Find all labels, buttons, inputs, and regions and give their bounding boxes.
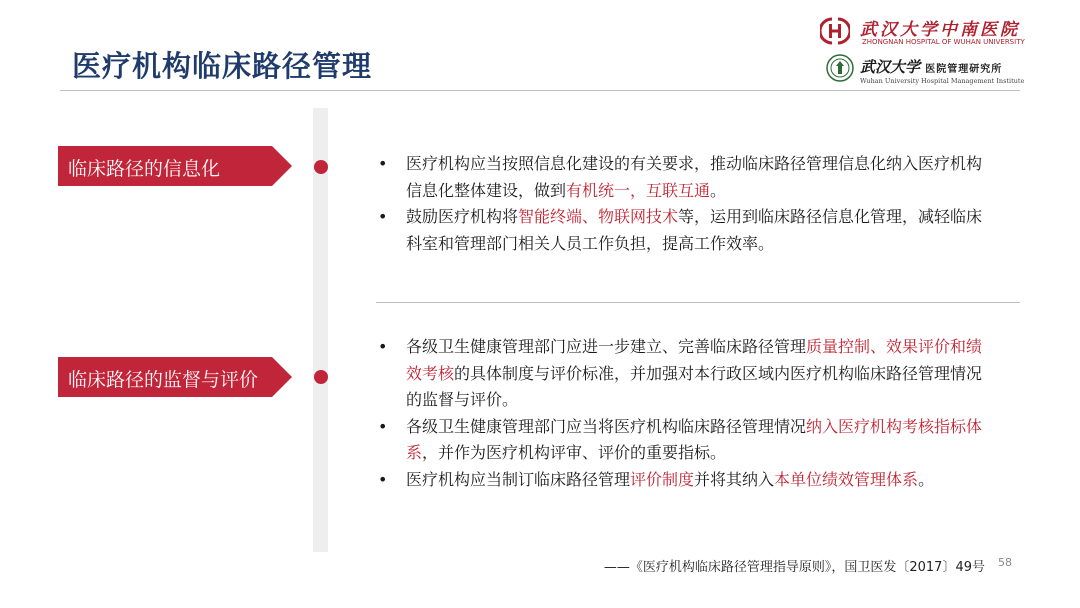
highlight-text: 本单位绩效管理体系 [774, 469, 919, 489]
source-citation: ——《医疗机构临床路径管理指导原则》，国卫医发〔2017〕49号 [603, 560, 985, 575]
bullet-text: 的具体制度与评价标准，并加强对本行政区域内医疗机构临床路径管理情况的监督与评价。 [406, 363, 983, 409]
section-tag-supervision [58, 357, 292, 397]
bullet-item [376, 204, 996, 257]
institute-name-en: Wuhan University Hospital Management Institute [860, 77, 1025, 85]
highlight-text: 评价制度 [630, 469, 695, 489]
section-tag-informatization [58, 146, 292, 186]
hospital-name-en: ZHONGNAN HOSPITAL OF WUHAN UNIVERSITY [862, 38, 1025, 46]
page-title: 医疗机构临床路径管理 [72, 49, 373, 83]
bullet-list-informatization [376, 151, 996, 257]
timeline-dot-1 [314, 160, 328, 174]
title-divider [60, 90, 1020, 91]
highlight-text: 智能终端、物联网技术 [518, 207, 679, 226]
hospital-name-cn: 武汉大学中南医院 [860, 20, 1020, 40]
bullet-marker: • [378, 416, 388, 436]
bullet-item [376, 151, 996, 204]
highlight-text: 质量控制、效果评价和绩效考核 [406, 337, 983, 383]
hospital-emblem-icon [820, 16, 850, 46]
bullet-marker: • [378, 469, 388, 489]
institute-name-cn-b: 医院管理研究所 [925, 64, 1003, 75]
institute-name-cn [860, 56, 1002, 77]
section-divider [376, 302, 1020, 303]
university-seal-icon [826, 54, 854, 82]
section-tag-label: 临床路径的信息化 [68, 158, 221, 180]
bullet-text: 。 [918, 469, 935, 489]
bullet-list-supervision [376, 334, 996, 493]
timeline-dot-2 [314, 370, 328, 384]
bullet-text: 并将其纳入 [694, 469, 775, 489]
page-number: 58 [998, 556, 1012, 569]
bullet-item [376, 467, 996, 494]
hospital-logo [820, 14, 1025, 48]
highlight-text: 纳入医疗机构考核指标体系 [406, 416, 983, 462]
bullet-text: 医疗机构应当按照信息化建设的有关要求，推动临床路径管理信息化纳入医疗机构信息化整体建设，做到 [406, 154, 983, 200]
institute-name-cn-a: 武汉大学 [860, 58, 921, 76]
bullet-text: ，并作为医疗机构评审、评价的重要指标。 [422, 443, 727, 462]
bullet-marker: • [378, 337, 388, 356]
bullet-text: 等，运用到临床路径信息化管理，减轻临床科室和管理部门相关人员工作负担，提高工作效率。 [406, 207, 983, 253]
highlight-text: 有机统一，互联互通 [566, 180, 711, 200]
bullet-text: 各级卫生健康管理部门应进一步建立、完善临床路径管理 [406, 337, 807, 356]
section-tag-label: 临床路径的监督与评价 [68, 369, 259, 391]
timeline-bar [313, 108, 328, 552]
bullet-text: 各级卫生健康管理部门应当将医疗机构临床路径管理情况 [406, 416, 807, 436]
bullet-text: 鼓励医疗机构将 [406, 207, 519, 226]
institute-logo [826, 52, 1025, 88]
bullet-marker: • [378, 154, 388, 173]
bullet-item [376, 414, 996, 467]
bullet-item [376, 334, 996, 414]
bullet-text: 。 [710, 180, 727, 200]
bullet-marker: • [378, 207, 388, 226]
bullet-text: 医疗机构应当制订临床路径管理 [406, 469, 631, 489]
